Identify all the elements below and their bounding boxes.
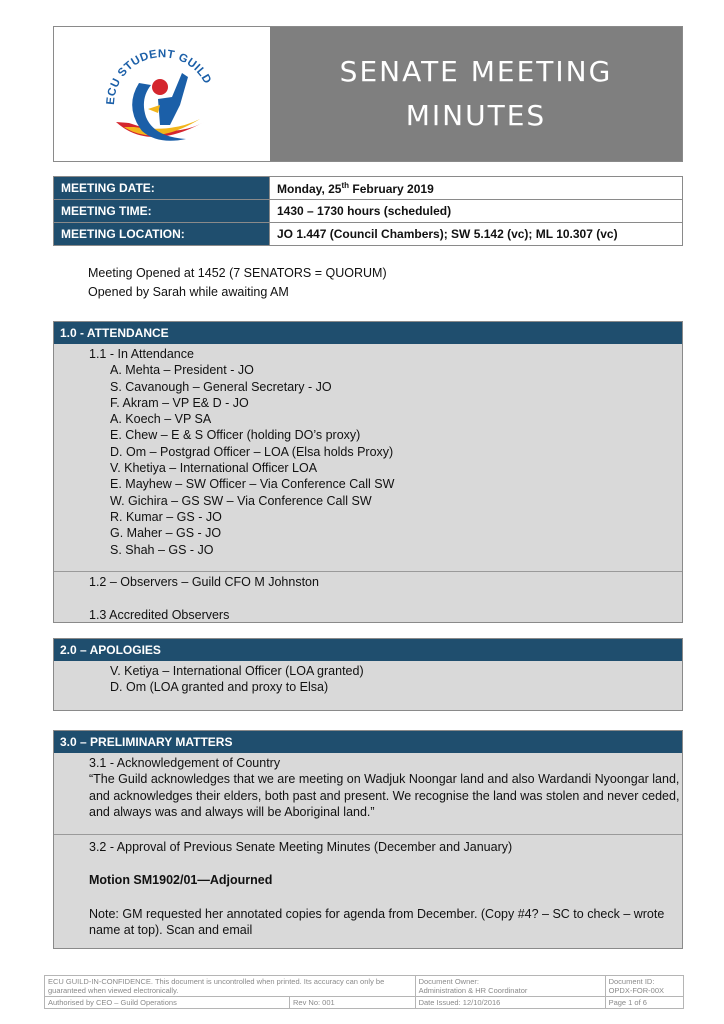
meeting-opened-note [88, 264, 387, 302]
attendee-item: A. Mehta – President - JO [110, 363, 254, 378]
title-banner [270, 27, 682, 161]
ack-line: and acknowledges their elders, both past and present. We recognise the land was stolen and never ceded, [89, 788, 680, 803]
title-line-1: SENATE MEETING [339, 55, 613, 88]
revision-number: Rev No: 001 [290, 997, 416, 1009]
attendee-item: D. Om – Postgrad Officer – LOA (Elsa holds Proxy) [110, 444, 394, 459]
owner-value: Administration & HR Coordinator [418, 986, 528, 995]
document-title [340, 50, 613, 138]
minutes-approval-subheading: 3.2 - Approval of Previous Senate Meeting Minutes (December and January) [89, 840, 513, 855]
meeting-time-row [54, 200, 683, 223]
observers-line: 1.2 – Observers – Guild CFO M Johnston [89, 574, 319, 589]
note-line: name at top). Scan and email [89, 923, 253, 938]
meeting-date-row [54, 177, 683, 200]
attendee-item: W. Gichira – GS SW – Via Conference Call SW [110, 493, 372, 508]
note-text [54, 906, 682, 939]
ack-line: “The Guild acknowledges that we are meeting on Wadjuk Noongar land and also Wardandi Nyoongar land, [89, 772, 680, 787]
apologies-heading: 2.0 – APOLOGIES [54, 639, 682, 661]
apologies-section [53, 638, 683, 711]
attendee-item: E. Mayhew – SW Officer – Via Conference Call SW [110, 477, 395, 492]
observers-block [54, 571, 682, 624]
attendee-list [54, 362, 682, 558]
confidentiality-line: ECU GUILD-IN-CONFIDENCE. This document is uncontrolled when printed. Its accuracy can only be [48, 977, 385, 986]
document-footer [44, 975, 684, 1009]
document-header [53, 26, 683, 162]
meeting-info-table [53, 176, 683, 246]
apology-item: D. Om (LOA granted and proxy to Elsa) [110, 680, 329, 695]
opened-line-1: Meeting Opened at 1452 (7 SENATORS = QUORUM) [88, 266, 387, 280]
meeting-date-value: Monday, 25th February 2019 [270, 177, 683, 200]
attendance-heading: 1.0 - ATTENDANCE [54, 322, 682, 344]
docid-value: OPDX-FOR-00X [608, 986, 665, 995]
page-number: Page 1 of 6 [605, 997, 683, 1009]
meeting-location-value: JO 1.447 (Council Chambers); SW 5.142 (vc); ML 10.307 (vc) [270, 223, 683, 246]
guild-logo [54, 27, 270, 161]
motion-line: Motion SM1902/01—Adjourned [89, 873, 273, 888]
attendee-item: E. Chew – E & S Officer (holding DO’s proxy) [110, 428, 361, 443]
meeting-date-label: MEETING DATE: [54, 177, 270, 200]
minutes-approval-block [54, 834, 682, 938]
confidentiality-note [45, 976, 416, 997]
ecu-student-guild-logo-icon [54, 27, 270, 161]
attendee-item: A. Koech – VP SA [110, 412, 212, 427]
logo-arc-text: ECU STUDENT GUILD [104, 48, 214, 106]
meeting-time-value: 1430 – 1730 hours (scheduled) [270, 200, 683, 223]
acknowledgement-text [54, 771, 682, 820]
preliminary-matters-section [53, 730, 683, 949]
meeting-location-label: MEETING LOCATION: [54, 223, 270, 246]
attendee-item: G. Maher – GS - JO [110, 526, 222, 541]
authorised-by: Authorised by CEO – Guild Operations [45, 997, 290, 1009]
ack-line: and always was and always will be Aboriginal land.” [89, 804, 375, 819]
accredited-observers-line: 1.3 Accredited Observers [89, 608, 230, 623]
docid-label: Document ID: [608, 977, 655, 986]
attendee-item: S. Shah – GS - JO [110, 542, 214, 557]
title-line-2: MINUTES [405, 99, 547, 132]
attendee-item: R. Kumar – GS - JO [110, 509, 222, 524]
document-owner [415, 976, 605, 997]
attendee-item: F. Akram – VP E& D - JO [110, 395, 249, 410]
in-attendance-subheading: 1.1 - In Attendance [89, 347, 194, 361]
document-id [605, 976, 683, 997]
owner-label: Document Owner: [418, 977, 480, 986]
attendee-item: V. Khetiya – International Officer LOA [110, 461, 318, 476]
attendance-section [53, 321, 683, 623]
acknowledgement-subheading: 3.1 - Acknowledgement of Country [89, 756, 281, 770]
meeting-location-row [54, 223, 683, 246]
svg-text:ECU STUDENT GUILD [105, 48, 214, 105]
meeting-time-label: MEETING TIME: [54, 200, 270, 223]
preliminary-heading: 3.0 – PRELIMINARY MATTERS [54, 731, 682, 753]
opened-line-2: Opened by Sarah while awaiting AM [88, 285, 289, 299]
date-issued: Date Issued: 12/10/2016 [415, 997, 605, 1009]
apology-item: V. Ketiya – International Officer (LOA granted) [110, 664, 364, 678]
confidentiality-line: guaranteed when viewed electronically. [48, 986, 179, 995]
note-line: Note: GM requested her annotated copies for agenda from December. (Copy #4? – SC to check – wrote [89, 906, 665, 921]
attendee-item: S. Cavanough – General Secretary - JO [110, 379, 332, 394]
